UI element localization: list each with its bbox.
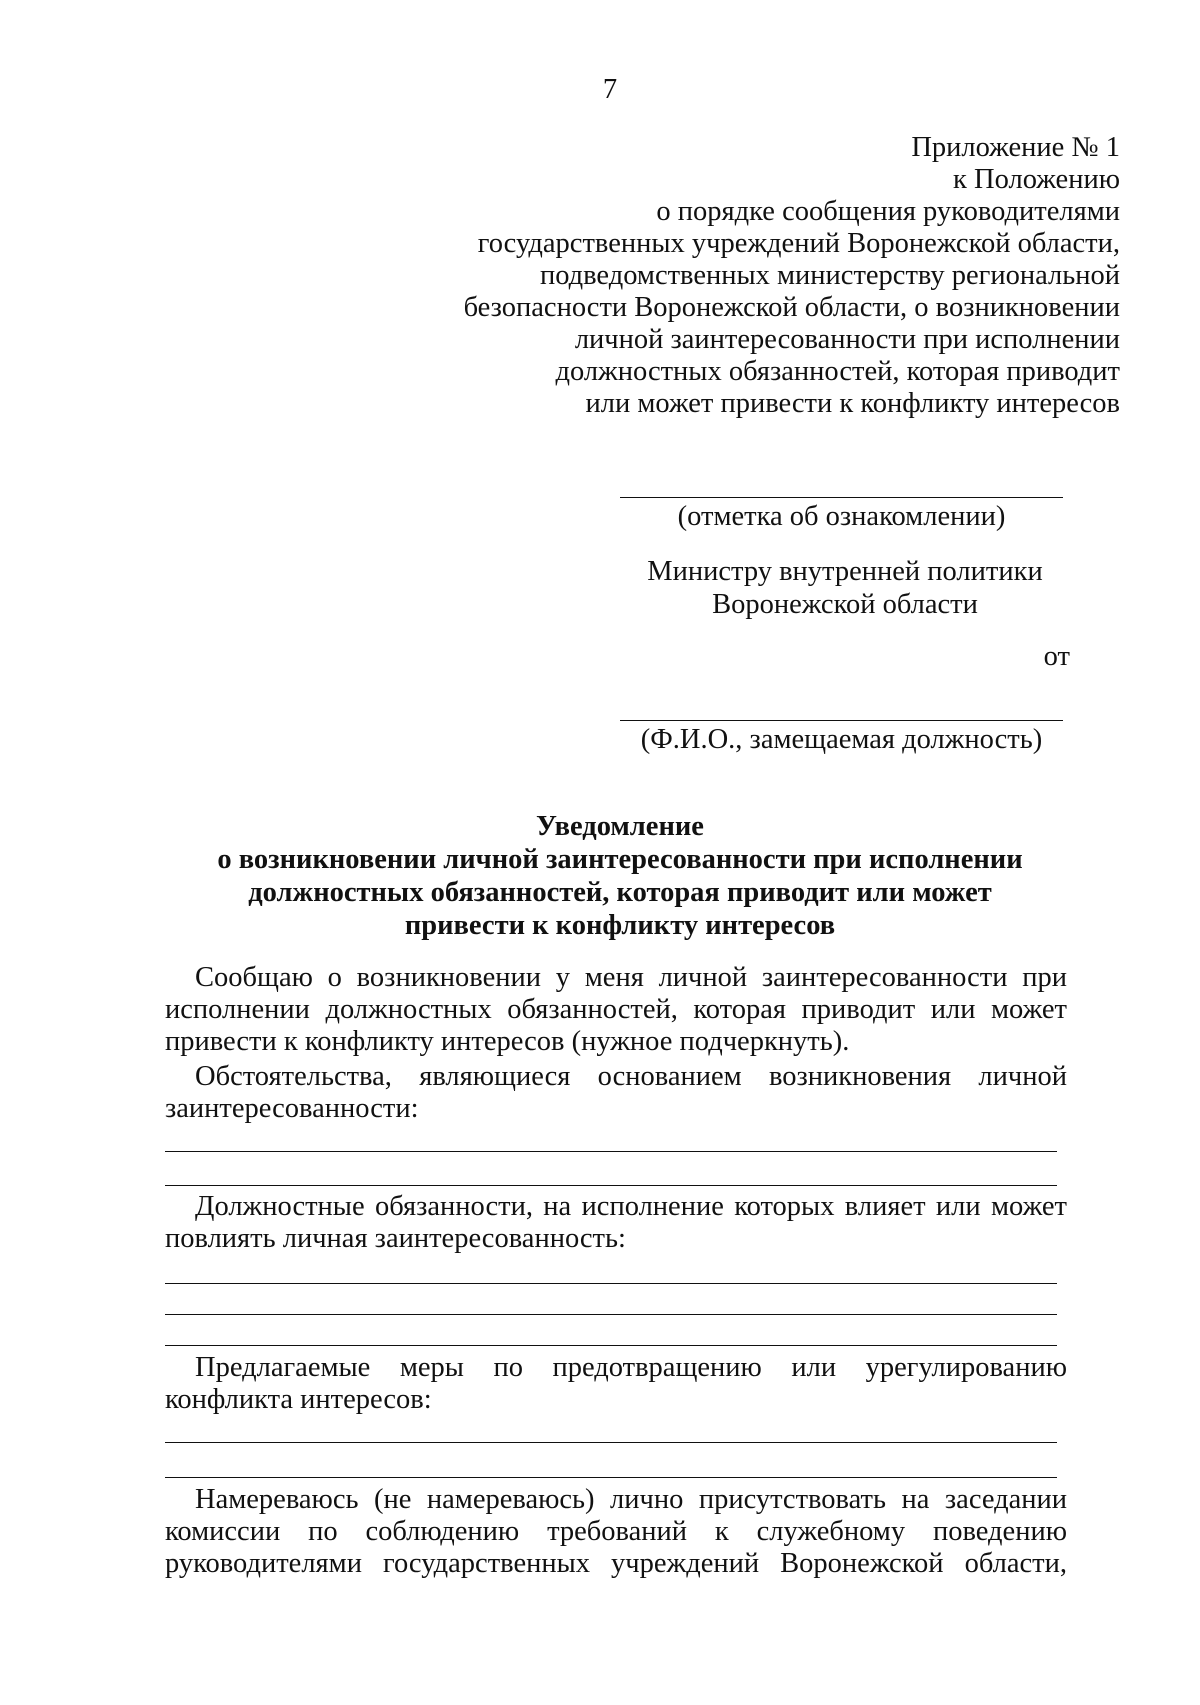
appendix-line: о порядке сообщения руководителями — [656, 196, 1120, 227]
appendix-header — [460, 132, 1120, 420]
addressee — [600, 555, 1090, 621]
notification-title — [150, 810, 1090, 942]
appendix-line: подведомственных министерству региональной — [539, 260, 1120, 291]
appendix-line: личной заинтересованности при исполнении — [574, 324, 1120, 355]
appendix-line: или может привести к конфликту интересов — [585, 388, 1120, 419]
paragraph-line: комиссии по соблюдению требований к служебному поведению — [165, 1516, 1067, 1547]
title-line: должностных обязанностей, которая приводит или может — [248, 877, 992, 908]
paragraph-line: руководителями государственных учреждений Воронежской области, — [165, 1548, 1067, 1579]
title-line: о возникновении личной заинтересованности при исполнении — [217, 844, 1023, 875]
circumstances-fill-line[interactable] — [165, 1185, 1057, 1186]
page-number: 7 — [602, 74, 618, 105]
paragraph-report — [165, 962, 1067, 1058]
paragraph-line: конфликта интересов: — [165, 1384, 432, 1415]
paragraph-circumstances — [165, 1061, 1067, 1125]
paragraph-line: Должностные обязанности, на исполнение которых влияет или может — [195, 1191, 1067, 1222]
from-label: от — [1043, 641, 1070, 672]
paragraph-line: повлиять личная заинтересованность: — [165, 1223, 626, 1254]
paragraph-line: Намереваюсь (не намереваюсь) лично присутствовать на заседании — [195, 1484, 1067, 1515]
circumstances-fill-line[interactable] — [165, 1151, 1057, 1152]
acknowledgement-caption: (отметка об ознакомлении) — [677, 501, 1006, 532]
paragraph-duties — [165, 1191, 1067, 1255]
paragraph-line: заинтересованности: — [165, 1093, 419, 1124]
measures-fill-line[interactable] — [165, 1442, 1057, 1443]
paragraph-measures — [165, 1352, 1067, 1416]
paragraph-line: привести к конфликту интересов (нужное подчеркнуть). — [165, 1026, 850, 1057]
fio-caption: (Ф.И.О., замещаемая должность) — [640, 724, 1043, 755]
appendix-line: государственных учреждений Воронежской области, — [477, 228, 1120, 259]
measures-fill-line[interactable] — [165, 1477, 1057, 1478]
paragraph-line: исполнении должностных обязанностей, которая приводит или может — [165, 994, 1067, 1025]
title-line: привести к конфликту интересов — [404, 910, 836, 941]
paragraph-line: Обстоятельства, являющиеся основанием возникновения личной — [195, 1061, 1067, 1092]
paragraph-attendance — [165, 1484, 1067, 1580]
addressee-line-2: Воронежской области — [712, 589, 978, 620]
paragraph-line: Сообщаю о возникновении у меня личной заинтересованности при — [195, 962, 1067, 993]
addressee-line-1: Министру внутренней политики — [647, 556, 1043, 587]
duties-fill-line[interactable] — [165, 1314, 1057, 1315]
paragraph-line: Предлагаемые меры по предотвращению или урегулированию — [195, 1352, 1067, 1383]
duties-fill-line[interactable] — [165, 1283, 1057, 1284]
appendix-line: к Положению — [953, 164, 1120, 195]
title-line: Уведомление — [536, 811, 704, 842]
appendix-line: безопасности Воронежской области, о возникновении — [463, 292, 1120, 323]
appendix-line: Приложение № 1 — [911, 132, 1120, 163]
acknowledgement-line[interactable] — [620, 497, 1063, 498]
duties-fill-line[interactable] — [165, 1345, 1057, 1346]
appendix-line: должностных обязанностей, которая приводит — [555, 356, 1120, 387]
fio-line[interactable] — [620, 720, 1063, 721]
